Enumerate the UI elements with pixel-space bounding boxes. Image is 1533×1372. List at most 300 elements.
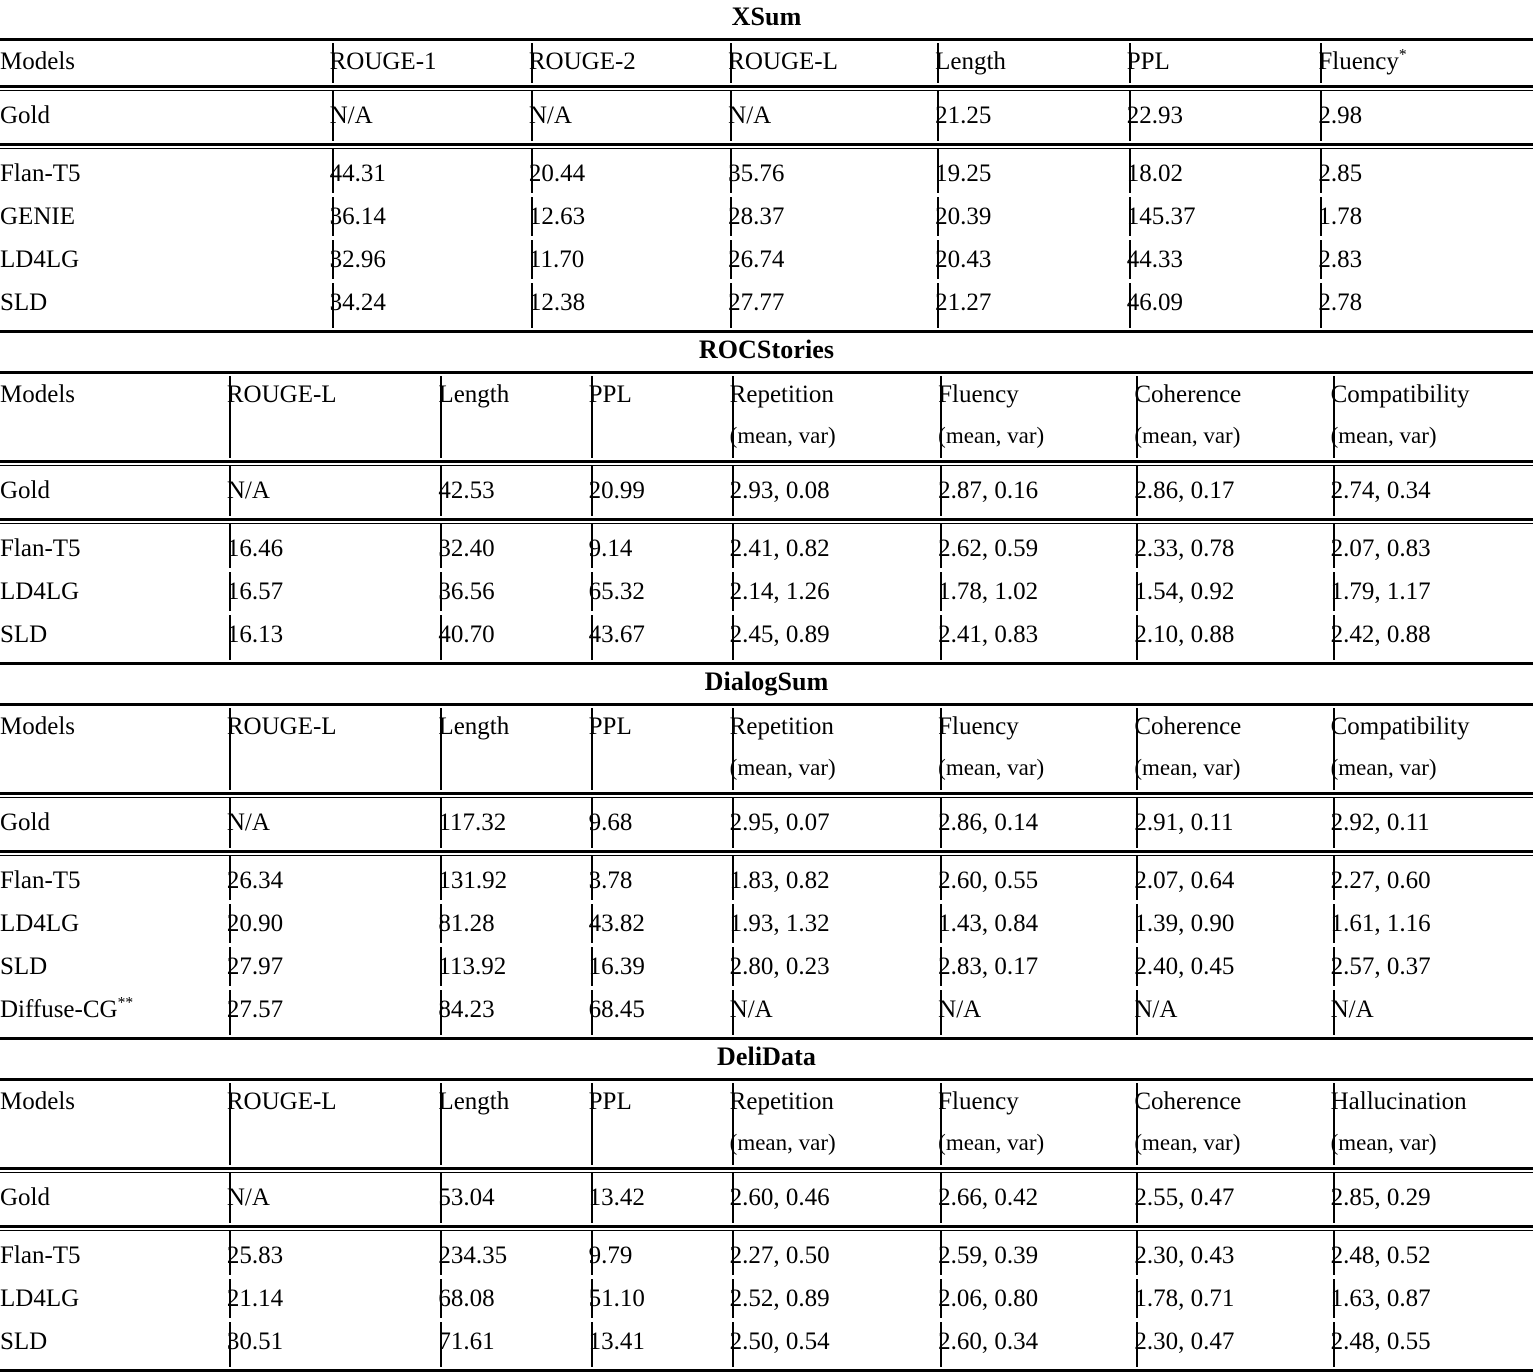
metric-cell bbox=[730, 463, 938, 518]
model-name-cell bbox=[0, 795, 227, 850]
metric-cell bbox=[227, 795, 439, 850]
table-row bbox=[0, 1228, 1533, 1277]
column-header-fluency bbox=[1318, 41, 1533, 85]
metric-cell bbox=[438, 902, 588, 945]
metric-cell bbox=[227, 945, 439, 988]
model-name-cell bbox=[0, 853, 227, 902]
metric-cell bbox=[935, 238, 1127, 281]
column-header-ppl bbox=[589, 1081, 730, 1167]
cell-text: 34.24 bbox=[329, 289, 386, 316]
cell-text: 2.78 bbox=[1318, 289, 1363, 316]
cell-text: 2.55, 0.47 bbox=[1134, 1184, 1235, 1211]
cell-text: 2.33, 0.78 bbox=[1134, 535, 1235, 562]
header-line-1 bbox=[1134, 1081, 1330, 1122]
table-row bbox=[0, 146, 1533, 195]
model-name-cell bbox=[0, 281, 330, 330]
metric-cell bbox=[728, 88, 935, 143]
cell-text: Gold bbox=[0, 1184, 50, 1211]
metric-cell bbox=[589, 945, 730, 988]
header-line-1 bbox=[0, 706, 227, 747]
gold-row-table bbox=[0, 88, 1533, 143]
cell-text: 2.93, 0.08 bbox=[729, 477, 830, 504]
metric-cell bbox=[938, 988, 1134, 1037]
cell-text: 68.08 bbox=[438, 1285, 495, 1312]
column-header-coherence bbox=[1134, 1081, 1330, 1167]
column-header-models bbox=[0, 1081, 227, 1167]
cell-text: PPL bbox=[588, 381, 632, 408]
cell-text: ROUGE-1 bbox=[329, 48, 437, 75]
cell-text: 2.07, 0.83 bbox=[1330, 535, 1431, 562]
cell-text: 2.60, 0.55 bbox=[938, 867, 1039, 894]
model-name-cell bbox=[0, 988, 227, 1037]
model-rows-table bbox=[0, 853, 1533, 1037]
table-row bbox=[0, 902, 1533, 945]
cell-text: N/A bbox=[329, 102, 373, 129]
header-line-1 bbox=[938, 1081, 1134, 1122]
cell-text: 16.57 bbox=[226, 578, 284, 605]
metric-cell bbox=[730, 853, 938, 902]
cell-text: 20.99 bbox=[588, 477, 645, 504]
header-row bbox=[0, 374, 1533, 460]
metric-cell bbox=[589, 988, 730, 1037]
metric-cell bbox=[1331, 945, 1533, 988]
cell-text: 2.80, 0.23 bbox=[729, 953, 830, 980]
cell-text: Repetition bbox=[729, 381, 834, 408]
header-line-1 bbox=[227, 1081, 439, 1122]
cell-text: 2.83, 0.17 bbox=[938, 953, 1039, 980]
cell-text: 2.07, 0.64 bbox=[1134, 867, 1235, 894]
cell-text: 2.60, 0.34 bbox=[938, 1328, 1039, 1355]
metric-cell bbox=[935, 195, 1127, 238]
metric-cell bbox=[438, 521, 588, 570]
footnote-marker: * bbox=[1398, 46, 1407, 64]
cell-text: Compatibility bbox=[1330, 381, 1470, 408]
column-header-compatibility bbox=[1331, 706, 1533, 792]
metric-cell bbox=[589, 1228, 730, 1277]
table-row bbox=[0, 521, 1533, 570]
cell-text: 13.41 bbox=[588, 1328, 645, 1355]
table-row bbox=[0, 613, 1533, 662]
header-line-1 bbox=[730, 706, 938, 747]
cell-text: 2.52, 0.89 bbox=[729, 1285, 830, 1312]
cell-text: 2.40, 0.45 bbox=[1134, 953, 1235, 980]
cell-text: Models bbox=[0, 381, 75, 408]
cell-text: Coherence bbox=[1134, 713, 1242, 740]
section-caption: DeliData bbox=[717, 1042, 816, 1071]
metric-cell bbox=[438, 945, 588, 988]
cell-text: 2.50, 0.54 bbox=[729, 1328, 830, 1355]
metric-cell bbox=[1318, 88, 1533, 143]
cell-text: SLD bbox=[0, 621, 48, 648]
cell-text: 2.27, 0.50 bbox=[729, 1242, 830, 1269]
model-name-cell bbox=[0, 238, 330, 281]
cell-text: 2.74, 0.34 bbox=[1330, 477, 1431, 504]
cell-text: 18.02 bbox=[1126, 160, 1183, 187]
metric-cell bbox=[529, 195, 728, 238]
cell-text: 53.04 bbox=[438, 1184, 495, 1211]
cell-text: 42.53 bbox=[438, 477, 495, 504]
cell-text: 12.38 bbox=[528, 289, 586, 316]
metric-cell bbox=[938, 1228, 1134, 1277]
metric-cell bbox=[1331, 463, 1533, 518]
cell-text: 27.57 bbox=[226, 996, 284, 1023]
cell-text: 2.95, 0.07 bbox=[729, 809, 830, 836]
metric-cell bbox=[938, 945, 1134, 988]
metric-cell bbox=[438, 613, 588, 662]
metric-cell bbox=[728, 238, 935, 281]
model-name-cell bbox=[0, 463, 227, 518]
cell-text: Repetition bbox=[729, 713, 834, 740]
header-line-2: (mean, var) bbox=[938, 423, 1045, 448]
metric-cell bbox=[1331, 988, 1533, 1037]
cell-text: Coherence bbox=[1134, 1088, 1242, 1115]
metric-cell bbox=[1331, 1170, 1533, 1225]
table-row bbox=[0, 281, 1533, 330]
column-header-length bbox=[438, 374, 588, 460]
model-name-cell bbox=[0, 945, 227, 988]
header-row bbox=[0, 706, 1533, 792]
results-table bbox=[0, 706, 1533, 792]
metric-cell bbox=[1134, 1170, 1330, 1225]
metric-cell bbox=[1318, 238, 1533, 281]
table-row bbox=[0, 853, 1533, 902]
metric-cell bbox=[1134, 795, 1330, 850]
metric-cell bbox=[1134, 613, 1330, 662]
cell-text: 32.40 bbox=[438, 535, 495, 562]
metric-cell bbox=[227, 1170, 439, 1225]
cell-text: 2.62, 0.59 bbox=[938, 535, 1039, 562]
column-header-ppl bbox=[589, 706, 730, 792]
cell-text: Length bbox=[438, 381, 510, 408]
header-line-1 bbox=[589, 1081, 730, 1122]
cell-text: 2.45, 0.89 bbox=[729, 621, 830, 648]
metric-cell bbox=[330, 146, 529, 195]
cell-text: Models bbox=[0, 713, 75, 740]
cell-text: 1.83, 0.82 bbox=[729, 867, 830, 894]
cell-text: N/A bbox=[728, 102, 772, 129]
header-line-2: (mean, var) bbox=[938, 1130, 1045, 1155]
metric-cell bbox=[1127, 281, 1319, 330]
header-line-1 bbox=[938, 374, 1134, 415]
cell-text: 68.45 bbox=[588, 996, 645, 1023]
cell-text: SLD bbox=[0, 289, 48, 316]
metric-cell bbox=[589, 1170, 730, 1225]
cell-text: SLD bbox=[0, 953, 48, 980]
cell-text: 2.48, 0.52 bbox=[1330, 1242, 1431, 1269]
metric-cell bbox=[1318, 146, 1533, 195]
column-header-repetition bbox=[730, 374, 938, 460]
metric-cell bbox=[438, 853, 588, 902]
gold-row-table bbox=[0, 795, 1533, 850]
cell-text: Gold bbox=[0, 809, 50, 836]
cell-text: 2.41, 0.82 bbox=[729, 535, 830, 562]
metric-cell bbox=[1134, 463, 1330, 518]
model-name-cell bbox=[0, 195, 330, 238]
cell-text: 2.10, 0.88 bbox=[1134, 621, 1235, 648]
model-name-cell bbox=[0, 521, 227, 570]
cell-text: ROUGE-L bbox=[226, 713, 337, 740]
metric-cell bbox=[730, 1277, 938, 1320]
cell-text: 32.96 bbox=[329, 246, 386, 273]
metric-cell bbox=[438, 1228, 588, 1277]
header-line-1 bbox=[0, 374, 227, 415]
metric-cell bbox=[529, 238, 728, 281]
cell-text: Gold bbox=[0, 102, 50, 129]
metric-cell bbox=[730, 521, 938, 570]
column-header-rouge-l bbox=[728, 41, 935, 85]
header-line-2: (mean, var) bbox=[1134, 1130, 1241, 1155]
metric-cell bbox=[438, 795, 588, 850]
cell-text: 9.79 bbox=[588, 1242, 633, 1269]
cell-text: Fluency bbox=[938, 713, 1019, 740]
table-row bbox=[0, 238, 1533, 281]
header-line-1 bbox=[589, 706, 730, 747]
cell-text: GENIE bbox=[0, 203, 75, 230]
column-header-repetition bbox=[730, 1081, 938, 1167]
cell-text: 20.39 bbox=[935, 203, 992, 230]
table-row bbox=[0, 570, 1533, 613]
table-row bbox=[0, 88, 1533, 143]
header-line-2: (mean, var) bbox=[1330, 423, 1437, 448]
metric-cell bbox=[730, 570, 938, 613]
metric-cell bbox=[589, 463, 730, 518]
cell-text: 131.92 bbox=[438, 867, 508, 894]
table-section-rocstories bbox=[0, 333, 1533, 665]
cell-text: 21.25 bbox=[935, 102, 992, 129]
column-header-fluency bbox=[938, 706, 1134, 792]
column-header-models bbox=[0, 374, 227, 460]
metric-cell bbox=[1134, 902, 1330, 945]
cell-text: 84.23 bbox=[438, 996, 495, 1023]
model-rows-table bbox=[0, 1228, 1533, 1369]
header-line-1 bbox=[1331, 374, 1533, 415]
cell-text: N/A bbox=[226, 1184, 270, 1211]
column-header-fluency bbox=[938, 1081, 1134, 1167]
header-line-1 bbox=[1134, 374, 1330, 415]
column-header-models bbox=[0, 706, 227, 792]
column-header-length bbox=[438, 1081, 588, 1167]
cell-text: Length bbox=[935, 48, 1006, 75]
cell-text: 25.83 bbox=[226, 1242, 284, 1269]
metric-cell bbox=[730, 988, 938, 1037]
metric-cell bbox=[330, 88, 529, 143]
header-line-1 bbox=[1134, 706, 1330, 747]
metric-cell bbox=[589, 1320, 730, 1369]
metric-cell bbox=[330, 238, 529, 281]
table-section-dialogsum bbox=[0, 665, 1533, 1040]
header-row bbox=[0, 1081, 1533, 1167]
cell-text: Gold bbox=[0, 477, 50, 504]
cell-text: 40.70 bbox=[438, 621, 495, 648]
cell-text: 21.14 bbox=[226, 1285, 284, 1312]
cell-text: 2.30, 0.47 bbox=[1134, 1328, 1235, 1355]
column-header-ppl bbox=[589, 374, 730, 460]
metric-cell bbox=[1134, 521, 1330, 570]
metric-cell bbox=[330, 281, 529, 330]
metric-cell bbox=[730, 902, 938, 945]
metric-cell bbox=[227, 1228, 439, 1277]
cell-text: LD4LG bbox=[0, 1285, 80, 1312]
metric-cell bbox=[438, 1277, 588, 1320]
cell-text: 16.46 bbox=[226, 535, 284, 562]
cell-text: Length bbox=[438, 1088, 510, 1115]
cell-text: 81.28 bbox=[438, 910, 495, 937]
metric-cell bbox=[529, 88, 728, 143]
cell-text: 2.57, 0.37 bbox=[1330, 953, 1431, 980]
cell-text: 44.31 bbox=[329, 160, 386, 187]
cell-text: 71.61 bbox=[438, 1328, 495, 1355]
metric-cell bbox=[1331, 570, 1533, 613]
cell-text: LD4LG bbox=[0, 910, 80, 937]
cell-text: 12.63 bbox=[528, 203, 586, 230]
metric-cell bbox=[730, 1170, 938, 1225]
section-caption: DialogSum bbox=[704, 667, 829, 696]
model-name-cell bbox=[0, 613, 227, 662]
metric-cell bbox=[1134, 1228, 1330, 1277]
model-name-cell bbox=[0, 1277, 227, 1320]
model-name-cell bbox=[0, 146, 330, 195]
metric-cell bbox=[438, 570, 588, 613]
metric-cell bbox=[938, 1320, 1134, 1369]
cell-text: 113.92 bbox=[438, 953, 507, 980]
header-line-1 bbox=[730, 374, 938, 415]
cell-text: PPL bbox=[588, 713, 632, 740]
cell-text: Flan-T5 bbox=[0, 535, 81, 562]
cell-text: 51.10 bbox=[588, 1285, 645, 1312]
cell-text: N/A bbox=[226, 477, 270, 504]
column-header-compatibility bbox=[1331, 374, 1533, 460]
header-row bbox=[0, 41, 1533, 85]
column-header-coherence bbox=[1134, 374, 1330, 460]
metric-cell bbox=[438, 1170, 588, 1225]
header-line-1 bbox=[227, 374, 439, 415]
cell-text: 2.41, 0.83 bbox=[938, 621, 1039, 648]
cell-text: 65.32 bbox=[588, 578, 645, 605]
cell-text: LD4LG bbox=[0, 246, 80, 273]
cell-text: N/A bbox=[528, 102, 572, 129]
cell-text: Hallucination bbox=[1330, 1088, 1467, 1115]
metric-cell bbox=[227, 613, 439, 662]
header-line-2: (mean, var) bbox=[1134, 423, 1241, 448]
metric-cell bbox=[730, 1320, 938, 1369]
column-header-rouge-l bbox=[227, 1081, 439, 1167]
metric-cell bbox=[1331, 853, 1533, 902]
cell-text: N/A bbox=[938, 996, 982, 1023]
cell-text: 22.93 bbox=[1126, 102, 1183, 129]
cell-text: 2.83 bbox=[1318, 246, 1363, 273]
metric-cell bbox=[728, 146, 935, 195]
cell-text: 16.13 bbox=[226, 621, 284, 648]
cell-text: 1.54, 0.92 bbox=[1134, 578, 1235, 605]
column-header-repetition bbox=[730, 706, 938, 792]
metric-cell bbox=[938, 853, 1134, 902]
cell-text: 43.67 bbox=[588, 621, 645, 648]
metric-cell bbox=[938, 521, 1134, 570]
metric-cell bbox=[728, 195, 935, 238]
metric-cell bbox=[730, 1228, 938, 1277]
model-name-cell bbox=[0, 1228, 227, 1277]
metric-cell bbox=[1134, 853, 1330, 902]
cell-text: LD4LG bbox=[0, 578, 80, 605]
cell-text: SLD bbox=[0, 1328, 48, 1355]
metric-cell bbox=[938, 570, 1134, 613]
cell-text: Flan-T5 bbox=[0, 160, 81, 187]
table-row bbox=[0, 795, 1533, 850]
column-header-ppl bbox=[1127, 41, 1319, 85]
metric-cell bbox=[1318, 281, 1533, 330]
metric-cell bbox=[589, 1277, 730, 1320]
cell-text: Fluency bbox=[938, 1088, 1019, 1115]
cell-text: ROUGE-L bbox=[226, 1088, 337, 1115]
column-header-fluency bbox=[938, 374, 1134, 460]
metric-cell bbox=[589, 902, 730, 945]
metric-cell bbox=[227, 463, 439, 518]
metric-cell bbox=[1331, 1277, 1533, 1320]
model-name-cell bbox=[0, 88, 330, 143]
section-caption: ROCStories bbox=[698, 335, 835, 364]
cell-text: N/A bbox=[226, 809, 270, 836]
cell-text: 16.39 bbox=[588, 953, 645, 980]
metric-cell bbox=[938, 463, 1134, 518]
table-row bbox=[0, 195, 1533, 238]
cell-text: 20.44 bbox=[528, 160, 586, 187]
cell-text: Fluency bbox=[1318, 48, 1399, 75]
metric-cell bbox=[1127, 238, 1319, 281]
metric-cell bbox=[438, 988, 588, 1037]
results-table bbox=[0, 374, 1533, 460]
cell-text: 26.74 bbox=[728, 246, 785, 273]
cell-text: PPL bbox=[588, 1088, 632, 1115]
cell-text: 36.14 bbox=[329, 203, 386, 230]
cell-text: N/A bbox=[1134, 996, 1178, 1023]
model-name-cell bbox=[0, 570, 227, 613]
cell-text: 2.85 bbox=[1318, 160, 1363, 187]
metric-cell bbox=[938, 1277, 1134, 1320]
cell-text: 145.37 bbox=[1126, 203, 1196, 230]
header-line-1 bbox=[1331, 706, 1533, 747]
cell-text: 2.91, 0.11 bbox=[1134, 809, 1234, 836]
cell-text: Flan-T5 bbox=[0, 1242, 81, 1269]
header-line-2: (mean, var) bbox=[729, 1130, 836, 1155]
header-line-1 bbox=[0, 1081, 227, 1122]
footnote-marker: ** bbox=[117, 994, 134, 1012]
metric-cell bbox=[938, 795, 1134, 850]
cell-text: Flan-T5 bbox=[0, 867, 81, 894]
header-line-2: (mean, var) bbox=[729, 423, 836, 448]
header-line-1 bbox=[438, 374, 588, 415]
metric-cell bbox=[529, 281, 728, 330]
metric-cell bbox=[1331, 902, 1533, 945]
cell-text: 21.27 bbox=[935, 289, 992, 316]
header-line-1 bbox=[730, 1081, 938, 1122]
cell-text: 1.78, 1.02 bbox=[938, 578, 1039, 605]
model-name-cell bbox=[0, 1170, 227, 1225]
metric-cell bbox=[227, 853, 439, 902]
table-row bbox=[0, 1277, 1533, 1320]
cell-text: 2.86, 0.14 bbox=[938, 809, 1039, 836]
metric-cell bbox=[938, 902, 1134, 945]
cell-text: Length bbox=[438, 713, 510, 740]
column-header-rouge-1 bbox=[330, 41, 529, 85]
cell-text: 2.06, 0.80 bbox=[938, 1285, 1039, 1312]
metric-cell bbox=[1127, 146, 1319, 195]
metric-cell bbox=[935, 146, 1127, 195]
cell-text: 11.70 bbox=[528, 246, 585, 273]
cell-text: 1.43, 0.84 bbox=[938, 910, 1039, 937]
cell-text: Coherence bbox=[1134, 381, 1242, 408]
header-line-2: (mean, var) bbox=[1330, 755, 1437, 780]
cell-text: 36.56 bbox=[438, 578, 495, 605]
